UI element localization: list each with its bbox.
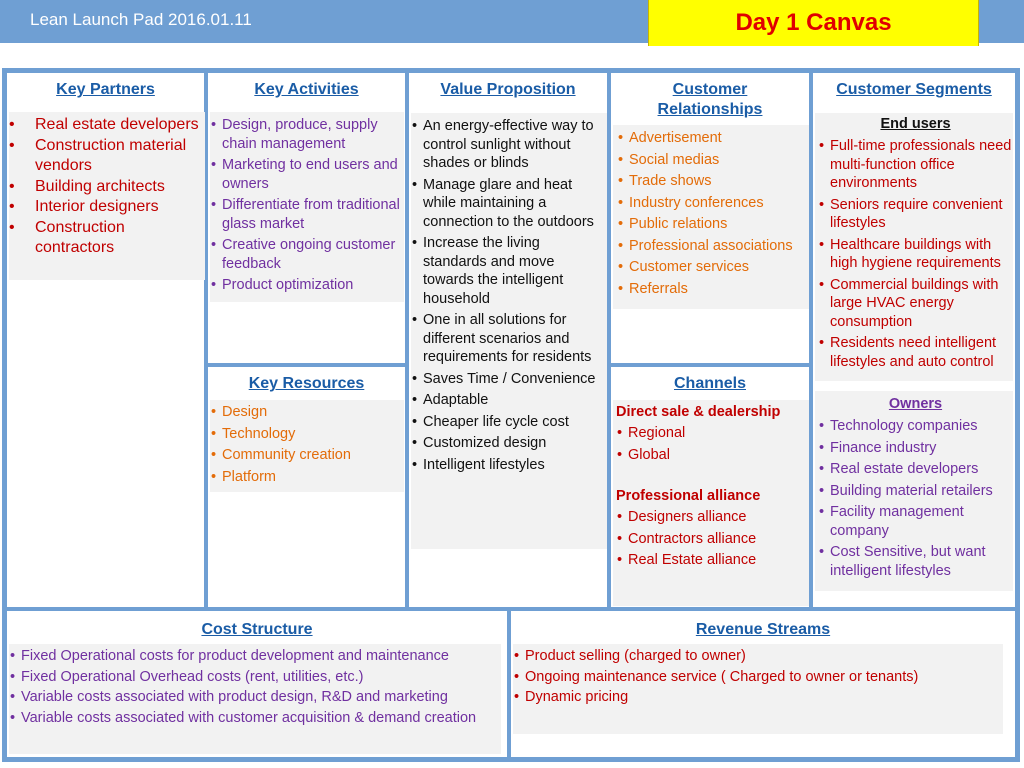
value-proposition-list	[411, 117, 607, 474]
list-item: • Residents need intelligent lifestyles and auto control	[818, 334, 1013, 371]
channels-title: Channels	[673, 375, 746, 392]
list-item: • Facility management company	[818, 503, 1013, 540]
list-item: • Variable costs associated with customer acquisition & demand creation	[9, 709, 501, 728]
list-item: • Real estate developers	[9, 115, 205, 136]
customer-relationships-list	[617, 129, 809, 298]
list-item: • Advertisement	[617, 129, 809, 148]
key-resources-panel	[210, 400, 404, 492]
channels-direct-sale-heading: Direct sale & dealership	[616, 404, 781, 420]
list-item: • Referrals	[617, 280, 809, 299]
list-item: • Intelligent lifestyles	[411, 456, 607, 475]
list-item: • Design	[210, 403, 404, 422]
list-item: • Professional associations	[617, 237, 809, 256]
list-item: • Public relations	[617, 215, 809, 234]
list-item: • Dynamic pricing	[513, 688, 1003, 707]
cost-structure-panel	[9, 644, 501, 754]
key-partners-title: Key Partners	[56, 81, 155, 98]
list-item: • Construction material vendors	[9, 136, 205, 177]
list-item: • Global	[616, 446, 809, 465]
key-activities-title: Key Activities	[254, 81, 359, 98]
channels-alliance-list	[616, 508, 809, 570]
list-item: • Marketing to end users and owners	[210, 156, 404, 193]
list-item: • Customer services	[617, 258, 809, 277]
list-item: • Fixed Operational costs for product development and maintenance	[9, 647, 501, 666]
end-users-heading: End users	[880, 116, 951, 132]
list-item: • Community creation	[210, 446, 404, 465]
list-item: • Saves Time / Convenience	[411, 370, 607, 389]
list-item: • Increase the living standards and move towards the intelligent household	[411, 234, 607, 308]
list-item: • Healthcare buildings with high hygiene requirements	[818, 236, 1013, 273]
list-item: • Ongoing maintenance service ( Charged to owner or tenants)	[513, 668, 1003, 687]
list-item: • Contractors alliance	[616, 530, 809, 549]
list-item: • Trade shows	[617, 172, 809, 191]
list-item: • Cheaper life cycle cost	[411, 413, 607, 432]
revenue-streams-title: Revenue Streams	[695, 621, 831, 638]
key-resources-list	[210, 403, 404, 486]
cost-structure-title: Cost Structure	[201, 621, 313, 638]
key-activities-list	[210, 116, 404, 295]
list-item: • Full-time professionals need multi-function office environments	[818, 137, 1013, 193]
list-item: • Real Estate alliance	[616, 551, 809, 570]
list-item: • Fixed Operational Overhead costs (rent, utilities, etc.)	[9, 668, 501, 687]
customer-segments-owners-panel	[815, 391, 1013, 591]
channels-panel	[613, 400, 809, 606]
list-item: • Adaptable	[411, 391, 607, 410]
list-item: • Technology	[210, 425, 404, 444]
key-partners-section	[4, 70, 207, 610]
day-label: Day 1 Canvas	[735, 9, 892, 36]
list-item: • Finance industry	[818, 439, 1013, 458]
list-item: • Product selling (charged to owner)	[513, 647, 1003, 666]
cost-structure-list	[9, 647, 501, 727]
list-item: • Real estate developers	[818, 460, 1013, 479]
customer-segments-section	[810, 70, 1018, 610]
list-item: • Platform	[210, 468, 404, 487]
customer-relationships-panel	[613, 125, 809, 309]
end-users-list	[818, 137, 1013, 371]
key-partners-list	[9, 115, 205, 259]
list-item: • Product optimization	[210, 276, 404, 295]
key-resources-title: Key Resources	[248, 375, 365, 392]
list-item: • Building material retailers	[818, 482, 1013, 501]
value-proposition-section	[406, 70, 610, 610]
channels-direct-sale-list	[616, 424, 809, 464]
list-item: • Design, produce, supply chain management	[210, 116, 404, 153]
cost-structure-section	[4, 608, 510, 760]
list-item: • Interior designers	[9, 197, 205, 218]
day-label-box	[648, 0, 979, 46]
owners-heading: Owners	[888, 396, 943, 412]
revenue-streams-section	[508, 608, 1018, 760]
channels-alliance-heading: Professional alliance	[616, 488, 761, 504]
customer-segments-end-users-panel	[815, 113, 1013, 381]
list-item: • An energy-effective way to control sunlight without shades or blinds	[411, 117, 607, 173]
list-item: • Differentiate from traditional glass market	[210, 196, 404, 233]
value-proposition-title: Value Proposition	[440, 81, 576, 98]
revenue-streams-panel	[513, 644, 1003, 734]
list-item: • Seniors require convenient lifestyles	[818, 196, 1013, 233]
key-partners-panel	[9, 112, 205, 280]
owners-list	[818, 417, 1013, 580]
header-title: Lean Launch Pad 2016.01.11	[30, 10, 252, 29]
list-item: • One in all solutions for different scenarios and requirements for residents	[411, 311, 607, 367]
key-activities-section	[205, 70, 408, 366]
list-item: • Construction contractors	[9, 218, 205, 259]
list-item: • Regional	[616, 424, 809, 443]
list-item: • Social medias	[617, 151, 809, 170]
list-item: • Building architects	[9, 177, 205, 198]
customer-segments-title: Customer Segments	[836, 81, 992, 98]
revenue-streams-list	[513, 647, 1003, 707]
list-item: • Technology companies	[818, 417, 1013, 436]
channels-section	[608, 364, 812, 610]
customer-relationships-section	[608, 70, 812, 366]
customer-relationships-title: Customer Relationships	[657, 81, 763, 118]
list-item: • Commercial buildings with large HVAC energy consumption	[818, 276, 1013, 332]
list-item: • Designers alliance	[616, 508, 809, 527]
list-item: • Variable costs associated with product design, R&D and marketing	[9, 688, 501, 707]
list-item: • Creative ongoing customer feedback	[210, 236, 404, 273]
list-item: • Industry conferences	[617, 194, 809, 213]
list-item: • Cost Sensitive, but want intelligent lifestyles	[818, 543, 1013, 580]
key-resources-section	[205, 364, 408, 610]
list-item: • Manage glare and heat while maintaining a connection to the outdoors	[411, 176, 607, 232]
list-item: • Customized design	[411, 434, 607, 453]
key-activities-panel	[210, 112, 404, 302]
value-proposition-panel	[411, 113, 607, 549]
